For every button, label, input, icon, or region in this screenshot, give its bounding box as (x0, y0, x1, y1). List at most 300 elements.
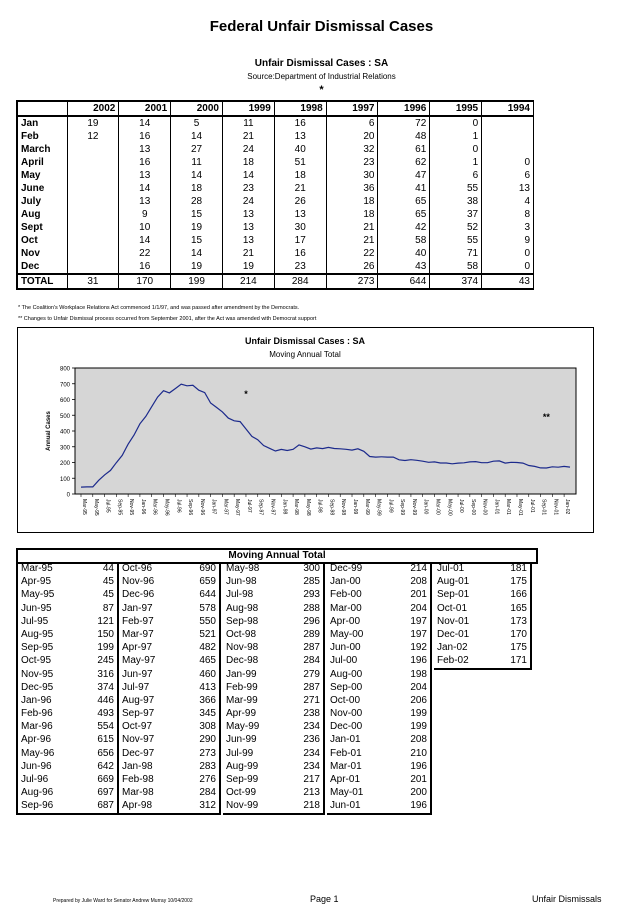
mat-value: 687 (97, 800, 114, 812)
mat-month: Sep-00 (330, 681, 363, 693)
mat-value: 201 (410, 774, 427, 785)
mat-value: 697 (97, 787, 114, 799)
mat-row (434, 641, 530, 654)
cell-value: 0 (430, 116, 482, 130)
year-header-1996: 1996 (378, 101, 430, 116)
y-tick-label: 300 (59, 445, 70, 452)
mat-row (223, 773, 323, 786)
mat-row (327, 773, 430, 786)
mat-row (18, 681, 117, 694)
cell-value: 40 (378, 247, 430, 260)
cell-value: 13 (119, 169, 171, 182)
mat-row (327, 575, 430, 588)
cell-value: 1 (430, 156, 482, 169)
mat-value: 199 (410, 708, 427, 720)
cell-value: 5 (171, 116, 223, 130)
mat-row (119, 799, 219, 812)
cell-value: 21 (222, 247, 274, 260)
mat-row (18, 773, 117, 786)
cell-value: 51 (274, 156, 326, 169)
mat-row (18, 747, 117, 760)
mat-row (119, 668, 219, 681)
month-label: Feb (17, 130, 67, 143)
mat-month: Feb-98 (122, 774, 154, 785)
mat-row (18, 615, 117, 628)
mat-month: Aug-98 (226, 602, 259, 614)
cell-value: 11 (171, 156, 223, 169)
mat-row (223, 786, 323, 799)
cell-value: 18 (326, 208, 378, 221)
mat-value: 199 (97, 642, 114, 654)
cell-value: 10 (119, 221, 171, 234)
mat-month: Oct-96 (122, 563, 153, 574)
mat-value: 213 (303, 787, 320, 799)
footer-doc-title: Unfair Dismissals (532, 894, 602, 904)
x-tick-label: Jan-96 (139, 499, 146, 515)
mat-row (223, 747, 323, 760)
mat-row (327, 733, 430, 746)
cell-value: 30 (326, 169, 378, 182)
mat-month: Mar-96 (21, 721, 53, 733)
x-tick-label: Nov-99 (410, 499, 417, 516)
cell-value (67, 247, 119, 260)
mat-value: 276 (199, 774, 216, 785)
mat-month: Jan-97 (122, 602, 153, 614)
x-tick-label: Jan-01 (493, 499, 500, 515)
month-label: Nov (17, 247, 67, 260)
mat-month: Dec-96 (122, 589, 155, 601)
cell-value: 644 (378, 274, 430, 289)
y-tick-label: 500 (59, 413, 70, 420)
mat-value: 170 (510, 628, 527, 640)
y-tick-label: 400 (59, 429, 70, 436)
mat-row (223, 668, 323, 681)
cell-value: 13 (274, 130, 326, 143)
cell-value: 26 (274, 195, 326, 208)
mat-row (119, 628, 219, 641)
table-row (17, 247, 534, 260)
cell-value: 23 (274, 260, 326, 274)
mat-month: Mar-99 (226, 694, 258, 706)
x-tick-label: May-98 (304, 499, 311, 516)
mat-row (223, 588, 323, 601)
mat-month: Nov-97 (122, 734, 155, 746)
cell-value (482, 116, 534, 130)
cell-value: 19 (171, 260, 223, 274)
cell-value: 30 (274, 221, 326, 234)
cell-value (67, 260, 119, 274)
cell-value: 6 (326, 116, 378, 130)
cell-value: 71 (430, 247, 482, 260)
x-tick-label: Nov-01 (552, 499, 559, 516)
year-header-2001: 2001 (119, 101, 171, 116)
mat-value: 460 (199, 668, 216, 680)
mat-value: 197 (410, 628, 427, 640)
mat-row (119, 733, 219, 746)
mat-month: Mar-00 (330, 602, 362, 614)
mat-value: 656 (97, 747, 114, 759)
mat-value: 290 (199, 734, 216, 746)
cell-value: 21 (222, 130, 274, 143)
mat-month: Jan-99 (226, 668, 257, 680)
mat-value: 283 (199, 760, 216, 772)
cell-value: 6 (430, 169, 482, 182)
mat-value: 493 (97, 708, 114, 720)
cell-value: 65 (378, 195, 430, 208)
cell-value: 62 (378, 156, 430, 169)
cell-value: 13 (119, 195, 171, 208)
table-row (17, 182, 534, 195)
cell-value: 13 (222, 221, 274, 234)
cell-value: 27 (171, 143, 223, 156)
mat-month: Oct-97 (122, 721, 153, 733)
mat-month: Jun-96 (21, 760, 52, 772)
mat-value: 210 (410, 747, 427, 759)
mat-month: Aug-96 (21, 787, 54, 799)
mat-month: Jan-02 (437, 642, 468, 654)
cell-value: 37 (430, 208, 482, 221)
x-tick-label: Jul-96 (175, 499, 182, 513)
table-row (17, 221, 534, 234)
mat-row (327, 615, 430, 628)
y-axis-label: Annual Cases (46, 411, 52, 451)
cell-value: 214 (222, 274, 274, 289)
mat-month: Mar-97 (122, 628, 154, 640)
x-tick-label: Jan-98 (281, 499, 288, 515)
mat-value: 296 (303, 615, 320, 627)
mat-value: 218 (303, 800, 320, 812)
cell-value: 22 (326, 247, 378, 260)
mat-row (223, 760, 323, 773)
x-tick-label: May-01 (516, 499, 523, 516)
mat-month: Sep-97 (122, 708, 155, 720)
mat-row (223, 654, 323, 667)
mat-month: Jun-97 (122, 668, 153, 680)
mat-value: 208 (410, 576, 427, 588)
mat-row (119, 720, 219, 733)
mat-value: 171 (510, 655, 527, 667)
mat-column-5 (434, 562, 532, 670)
cell-value: 16 (119, 260, 171, 274)
cell-value: 8 (482, 208, 534, 221)
mat-row (327, 668, 430, 681)
x-tick-label: May-99 (375, 499, 382, 516)
cell-value: 58 (378, 234, 430, 247)
mat-month: Apr-95 (21, 576, 52, 588)
mat-value: 87 (102, 602, 114, 614)
mat-month: Sep-96 (21, 800, 54, 812)
chart-subtitle: Moving Annual Total (269, 350, 341, 359)
cell-value: 52 (430, 221, 482, 234)
cell-value: 72 (378, 116, 430, 130)
x-tick-label: Jul-01 (528, 499, 535, 513)
mat-month: Jan-98 (122, 760, 153, 772)
mat-month: May-98 (226, 563, 260, 574)
year-header-2002: 2002 (67, 101, 119, 116)
cell-value: 22 (119, 247, 171, 260)
x-tick-label: Sep-00 (469, 499, 476, 516)
y-tick-label: 800 (59, 366, 70, 373)
mat-month: Aug-00 (330, 668, 363, 680)
mat-month: Jul-01 (437, 563, 465, 574)
mat-column-1 (16, 562, 119, 815)
cell-value: 170 (119, 274, 171, 289)
mat-value: 374 (97, 681, 114, 693)
mat-row (119, 654, 219, 667)
mat-value: 204 (410, 681, 427, 693)
mat-month: Nov-98 (226, 642, 259, 654)
cell-value: 58 (430, 260, 482, 274)
table-row (17, 143, 534, 156)
table-row (17, 234, 534, 247)
x-tick-label: Sep-96 (187, 499, 194, 516)
mat-value: 550 (199, 615, 216, 627)
chart-annotation: ** (542, 412, 550, 423)
x-tick-label: Nov-95 (128, 499, 135, 516)
mat-month: May-01 (330, 787, 364, 799)
cell-value: 18 (171, 182, 223, 195)
cell-value (67, 156, 119, 169)
mat-value: 175 (510, 642, 527, 654)
mat-row (119, 681, 219, 694)
mat-row (119, 602, 219, 615)
x-tick-label: Mar-96 (151, 499, 158, 515)
mat-value: 206 (410, 694, 427, 706)
mat-row (119, 575, 219, 588)
mat-month: Nov-95 (21, 668, 54, 680)
cell-value (67, 182, 119, 195)
cell-value: 0 (430, 143, 482, 156)
mat-value: 279 (303, 668, 320, 680)
mat-value: 284 (303, 655, 320, 667)
mat-value: 44 (102, 563, 114, 574)
mat-row (18, 786, 117, 799)
mat-row (327, 707, 430, 720)
mat-row (223, 575, 323, 588)
mat-row (119, 707, 219, 720)
mat-month: Sep-95 (21, 642, 54, 654)
x-tick-label: Jan-97 (210, 499, 217, 515)
cell-value: 61 (378, 143, 430, 156)
cell-value: 14 (119, 182, 171, 195)
year-header-1999: 1999 (222, 101, 274, 116)
x-tick-label: Sep-97 (257, 499, 264, 516)
cell-value: 0 (482, 247, 534, 260)
cell-value: 18 (326, 195, 378, 208)
mat-month: Mar-95 (21, 563, 53, 574)
cell-value: 21 (326, 234, 378, 247)
mat-row (119, 641, 219, 654)
mat-row (434, 628, 530, 641)
cell-value: 12 (67, 130, 119, 143)
mat-value: 45 (102, 589, 114, 601)
cell-value: 14 (222, 169, 274, 182)
mat-month: Oct-98 (226, 628, 257, 640)
mat-month: Nov-96 (122, 576, 155, 588)
mat-value: 192 (410, 642, 427, 654)
cell-value: 24 (222, 143, 274, 156)
mat-value: 238 (303, 708, 320, 720)
footnote-2: ** Changes to Unfair Dismissal process occurred from September 2001, after the Act was amended with Democrat support (18, 316, 317, 322)
x-tick-label: May-00 (446, 499, 453, 516)
mat-value: 287 (303, 681, 320, 693)
mat-value: 234 (303, 760, 320, 772)
x-tick-label: Nov-00 (481, 499, 488, 516)
cell-value: 14 (119, 116, 171, 130)
mat-value: 208 (410, 734, 427, 746)
mat-month: Apr-00 (330, 615, 361, 627)
mat-value: 300 (303, 563, 320, 574)
mat-value: 345 (199, 708, 216, 720)
mat-month: Nov-01 (437, 615, 470, 627)
year-header-2000: 2000 (171, 101, 223, 116)
cell-value: 273 (326, 274, 378, 289)
year-header-1998: 1998 (274, 101, 326, 116)
mat-row (223, 694, 323, 707)
cell-value: 21 (326, 221, 378, 234)
mat-month: Feb-02 (437, 655, 469, 667)
cell-value: 199 (171, 274, 223, 289)
mat-month: Mar-98 (122, 787, 154, 799)
table-header-row (17, 101, 534, 116)
month-label: April (17, 156, 67, 169)
mat-value: 173 (510, 615, 527, 627)
mat-month: Nov-99 (226, 800, 259, 812)
cell-value: 3 (482, 221, 534, 234)
moving-annual-total-chart (17, 327, 594, 533)
cell-value: 23 (222, 182, 274, 195)
cell-value: 9 (482, 234, 534, 247)
mat-month: Dec-01 (437, 628, 470, 640)
chart-annotation: * (244, 388, 248, 399)
cell-value: 13 (222, 208, 274, 221)
mat-row (327, 760, 430, 773)
cell-value: 40 (274, 143, 326, 156)
plot-area (75, 368, 576, 494)
mat-month: Feb-01 (330, 747, 362, 759)
cell-value: 13 (119, 143, 171, 156)
cell-value (67, 169, 119, 182)
mat-row (327, 681, 430, 694)
mat-month: Feb-97 (122, 615, 154, 627)
mat-value: 615 (97, 734, 114, 746)
mat-value: 284 (199, 787, 216, 799)
x-tick-label: Jul-00 (458, 499, 465, 513)
x-tick-label: Mar-97 (222, 499, 229, 515)
month-label: TOTAL (17, 274, 67, 289)
month-label: Aug (17, 208, 67, 221)
x-tick-label: Jan-99 (352, 499, 359, 515)
cell-value: 16 (119, 156, 171, 169)
mat-month: Aug-99 (226, 760, 259, 772)
footer-page-number: Page 1 (310, 894, 339, 904)
mat-month: Jun-00 (330, 642, 361, 654)
star-marker: * (319, 84, 324, 96)
mat-value: 234 (303, 721, 320, 733)
mat-month: Jun-01 (330, 800, 361, 812)
mat-month: Jul-98 (226, 589, 254, 601)
cell-value (67, 221, 119, 234)
cell-value: 18 (274, 169, 326, 182)
mat-month: Jun-99 (226, 734, 257, 746)
mat-month: Nov-00 (330, 708, 363, 720)
mat-row (223, 602, 323, 615)
mat-value: 644 (199, 589, 216, 601)
table-row (17, 260, 534, 274)
cell-value: 48 (378, 130, 430, 143)
mat-value: 273 (199, 747, 216, 759)
mat-month: Apr-01 (330, 774, 361, 785)
x-tick-label: Mar-00 (434, 499, 441, 515)
mat-value: 285 (303, 576, 320, 588)
mat-column-3 (223, 562, 325, 815)
mat-value: 175 (510, 576, 527, 588)
mat-row (18, 602, 117, 615)
cell-value: 0 (482, 156, 534, 169)
mat-row (18, 694, 117, 707)
table-row (17, 208, 534, 221)
cell-value: 38 (430, 195, 482, 208)
mat-month: Jul-00 (330, 655, 358, 667)
cell-value (482, 143, 534, 156)
mat-month: May-00 (330, 628, 364, 640)
table-total-row (17, 274, 534, 289)
cell-value: 31 (67, 274, 119, 289)
cell-value: 36 (326, 182, 378, 195)
mat-row (434, 615, 530, 628)
mat-month: Sep-99 (226, 774, 259, 785)
x-tick-label: Mar-98 (293, 499, 300, 515)
mat-month: Dec-95 (21, 681, 54, 693)
cell-value: 41 (378, 182, 430, 195)
cell-value: 55 (430, 234, 482, 247)
y-tick-label: 600 (59, 398, 70, 404)
mat-row (18, 733, 117, 746)
table-row (17, 130, 534, 143)
cell-value: 16 (274, 247, 326, 260)
mat-value: 316 (97, 668, 114, 680)
y-tick-label: 700 (59, 382, 70, 389)
mat-month: Sep-98 (226, 615, 259, 627)
mat-value: 166 (510, 589, 527, 601)
x-tick-label: May-95 (92, 499, 99, 516)
mat-value: 217 (303, 774, 320, 785)
x-tick-label: Jan-00 (422, 499, 429, 515)
x-tick-label: Mar-95 (81, 499, 87, 515)
cell-value: 11 (222, 116, 274, 130)
mat-row (223, 641, 323, 654)
cell-value: 32 (326, 143, 378, 156)
month-label: Jan (17, 116, 67, 130)
mat-value: 446 (97, 694, 114, 706)
cell-value: 42 (378, 221, 430, 234)
mat-row (327, 588, 430, 601)
mat-row (119, 747, 219, 760)
x-tick-label: Nov-98 (340, 499, 347, 516)
cell-value: 15 (171, 234, 223, 247)
x-tick-label: May-96 (163, 499, 170, 516)
y-tick-label: 100 (59, 476, 70, 483)
mat-value: 288 (303, 602, 320, 614)
mat-value: 181 (510, 563, 527, 574)
cell-value: 47 (378, 169, 430, 182)
month-label: May (17, 169, 67, 182)
year-header-1994: 1994 (482, 101, 534, 116)
mat-month: Jun-98 (226, 576, 257, 588)
mat-value: 196 (410, 800, 427, 812)
table-row (17, 116, 534, 130)
mat-month: Dec-00 (330, 721, 363, 733)
